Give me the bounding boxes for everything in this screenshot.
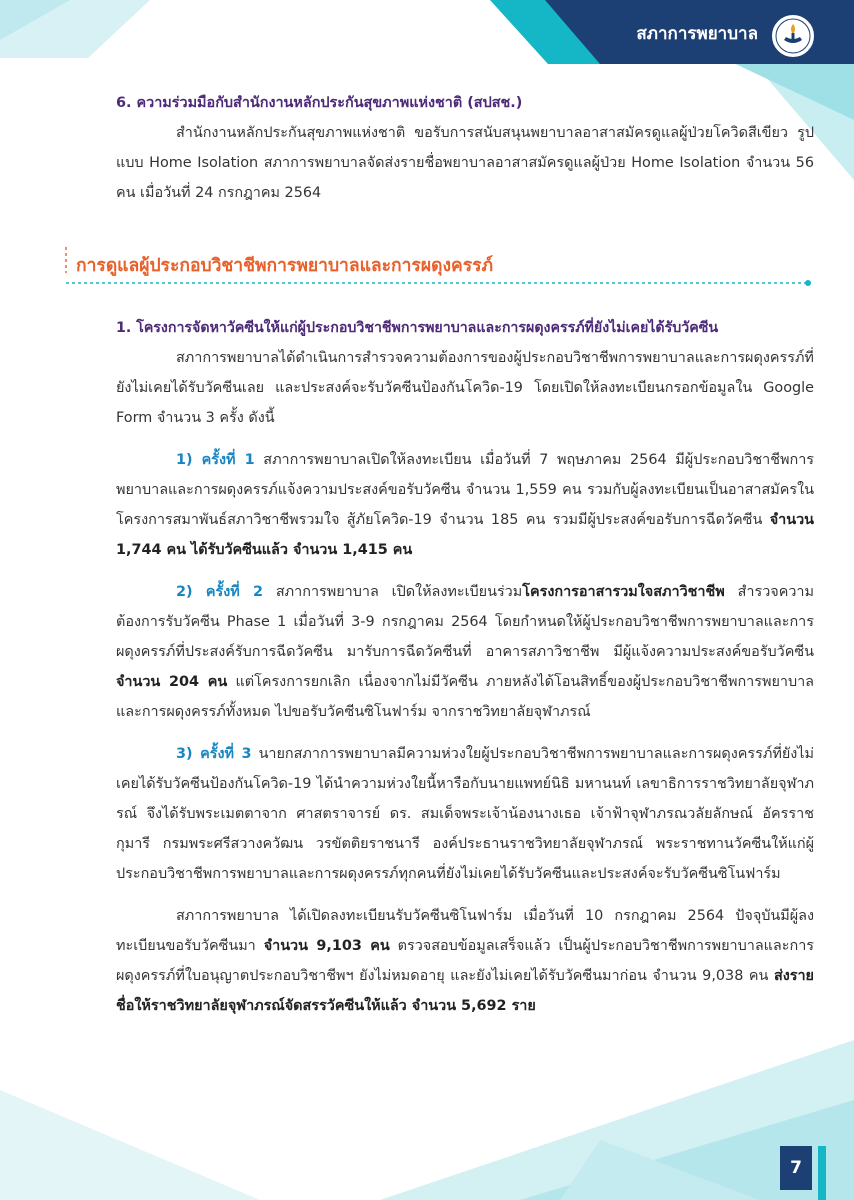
round2-text-c: แต่โครงการยกเลิก เนื่องจากไม่มีวัคซีน ภายหลังได้โอนสิทธิ์ของผู้ประกอบวิชาชีพการพยาบาลและการผดุงครรภ์ทั้งหมด ไปขอรับวัคซีนซิโนฟาร์ม จากราชวิทยาลัยจุฬาภรณ์ (116, 674, 814, 720)
summary-text-a: สภาการพยาบาล ได้เปิดลงทะเบียนรับวัคซีนซิโนฟาร์ม เมื่อวันที่ 10 กรกฎาคม 2564 ปัจจุบันมีผู้ลงทะเบียนขอรับวัคซีนมา (116, 908, 814, 954)
round2-paragraph (116, 577, 814, 727)
summary-text-b: ตรวจสอบข้อมูลเสร็จแล้ว เป็นผู้ประกอบวิชาชีพการพยาบาลและการผดุงครรภ์ที่ใบอนุญาตประกอบวิชาชีพฯ ยังไม่หมดอายุ และยังไม่เคยได้รับวัคซีนมาก่อน จำนวน 9,038 คน (116, 938, 815, 984)
round2-text-a: สภาการพยาบาล เปิดให้ลงทะเบียนร่วม (263, 584, 523, 600)
page-number-accent-strip (818, 1146, 826, 1200)
section6-heading: 6. ความร่วมมือกับสำนักงานหลักประกันสุขภาพแห่งชาติ (สปสช.) (116, 95, 523, 111)
round2-bold-a: โครงการอาสารวมใจสภาวิชาชีพ (522, 584, 725, 600)
summary-paragraph (116, 901, 814, 1021)
item1-heading: 1. โครงการจัดหาวัคซีนให้แก่ผู้ประกอบวิชาชีพการพยาบาลและการผดุงครรภ์ที่ยังไม่เคยได้รับวัคซีน (116, 320, 719, 336)
section6-body: สำนักงานหลักประกันสุขภาพแห่งชาติ ขอรับการสนับสนุนพยาบาลอาสาสมัครดูแลผู้ป่วยโควิดสีเขียว รูปแบบ Home Isolation สภาการพยาบาลจัดส่งรายชื่อพยาบาลอาสาสมัครดูแลผู้ป่วย Home Isolation จำนวน 56 คน เมื่อวันที่ 24 กรกฎาคม 2564 (116, 125, 814, 201)
round1-label: 1) ครั้งที่ 1 (176, 452, 255, 468)
round3-paragraph (116, 739, 814, 889)
section-heading-block (62, 245, 814, 289)
round1-bold: จำนวน 1,744 คน ได้รับวัคซีนแล้ว จำนวน 1,415 คน (116, 512, 814, 558)
summary-bold-b: ส่งรายชื่อให้ราชวิทยาลัยจุฬาภรณ์จัดสรรวัคซีนให้แล้ว จำนวน 5,692 ราย (116, 968, 814, 1014)
round2-label: 2) ครั้งที่ 2 (176, 584, 264, 600)
nursing-council-seal-icon (770, 13, 816, 59)
round3-label: 3) ครั้งที่ 3 (176, 746, 252, 762)
section-care-heading: การดูแลผู้ประกอบวิชาชีพการพยาบาลและการผดุงครรภ์ (76, 256, 494, 276)
item1-intro: สภาการพยาบาลได้ดำเนินการสำรวจความต้องการของผู้ประกอบวิชาชีพการพยาบาลและการผดุงครรภ์ที่ยังไม่เคยได้รับวัคซีนเลย และประสงค์จะรับวัคซีนป้องกันโควิด-19 โดยเปิดให้ลงทะเบียนกรอกข้อมูลใน Google Form จำนวน 3 ครั้ง ดังนี้ (116, 350, 814, 426)
round1-paragraph (116, 445, 814, 565)
header-org-name: สภาการพยาบาล (636, 24, 758, 44)
round1-text: สภาการพยาบาลเปิดให้ลงทะเบียน เมื่อวันที่ 7 พฤษภาคม 2564 มีผู้ประกอบวิชาชีพการพยาบาลและการผดุงครรภ์แจ้งความประสงค์ขอรับวัคซีน จำนวน 1,559 คน รวมกับผู้ลงทะเบียนเป็นอาสาสมัครในโครงการสมาพันธ์สภาวิชาชีพรวมใจ สู้ภัยโควิด-19 จำนวน 185 คน รวมมีผู้ประสงค์ขอรับการฉีดวัคซีน (116, 452, 814, 528)
main-content (76, 88, 815, 1021)
round3-text: นายกสภาการพยาบาลมีความห่วงใยผู้ประกอบวิชาชีพการพยาบาลและการผดุงครรภ์ที่ยังไม่เคยได้รับวัคซีนป้องกันโควิด-19 ได้นำความห่วงใยนี้หารือกับนายแพทย์นิธิ มหานนท์ เลขาธิการราชวิทยาลัยจุฬาภรณ์ จึงได้รับพระเมตตาจาก ศาสตราจารย์ ดร. สมเด็จพระเจ้าน้องนางเธอ เจ้าฟ้าจุฬาภรณวลัยลักษณ์ อัครราชกุมารี กรมพระศรีสวางควัฒน วรขัตติยราชนารี องค์ประธานราชวิทยาลัยจุฬาภรณ์ พระราชทานวัคซีนให้แก่ผู้ประกอบวิชาชีพการพยาบาลและการผดุงครรภ์ทุกคนที่ยังไม่เคยได้รับวัคซีนและประสงค์จะรับวัคซีนซิโนฟาร์ม (116, 746, 814, 882)
round2-text-b: สำรวจความต้องการรับวัคซีน Phase 1 เมื่อวันที่ 3-9 กรกฎาคม 2564 โดยกำหนดให้ผู้ประกอบวิชาชีพการพยาบาลและการผดุงครรภ์ที่ประสงค์รับการฉีดวัคซีน มารับการฉีดวัคซีนที่ อาคารสภาวิชาชีพ มีผู้แจ้งความประสงค์ขอรับวัคซีน (116, 584, 814, 660)
round2-bold-b: จำนวน 204 คน (116, 674, 228, 690)
page-number: 7 (780, 1146, 812, 1190)
summary-bold-a: จำนวน 9,103 คน (263, 938, 390, 954)
